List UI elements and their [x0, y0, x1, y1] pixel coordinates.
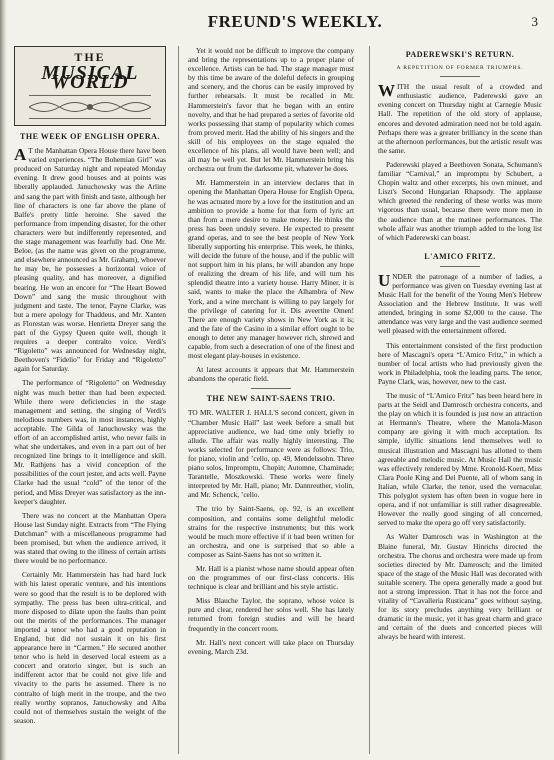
article-paragraph: As Walter Damrosch was in Washington at the Blaine funeral, Mr. Gustav Hinrichs directed the orchestra. The chorus and orchestra were made up from societies directed by Mr. Damrosch; and the limited space of the stage of the Music Hall was decorated with suitable scenery. The opera generally made a good but not a strong impression. That it has not the force and vitality of “Cavalleria Rusticana” goes without saying, for its story precludes anything very brilliant or dramatic in the music, yet it has great charm and grace and certain of the duets and concerted pieces will always be heard with interest. [378, 532, 542, 642]
logo-title: MUSICAL WORLD [41, 62, 139, 94]
article-paragraph: At latest accounts it appears that Mr. Hammerstein abandons the operatic field. [188, 365, 354, 384]
section-divider [440, 76, 480, 77]
article-paragraph: WITH the usual result of a crowded and enthusiastic audience, Paderewski gave an evening concert on Thursday night at Carnegie Music Hall. The repetition of the old story of applause, encores and devoted admiration need not be told again. Perhaps there was a greater brilliancy in the scene than at the afternoon performances, but the artistic result was the same. [378, 81, 542, 155]
drop-cap: W [378, 81, 395, 101]
section-heading: THE WEEK OF ENGLISH OPERA. [20, 132, 160, 141]
section-subheading: A REPETITION OF FORMER TRIUMPHS. [396, 65, 524, 72]
page-binding-edge [0, 0, 7, 760]
logo-ornament [29, 95, 151, 119]
logo-the: THE [74, 50, 106, 64]
masthead-title: FREUND'S WEEKLY. [207, 12, 383, 31]
article-paragraph: This entertainment consisted of the first production here of Mascagni's opera “L'Amico Fritz,” in which a number of local artists who had previously given the work in Philadelphia, took the leading parts. The tenor, Payne Clark, was, however, new to the cast. [378, 340, 542, 386]
article-paragraph: Mr. Hall's next concert will take place on Thursday evening, March 23d. [188, 637, 354, 656]
column-rule [369, 46, 370, 754]
article-paragraph: The trio by Saint-Saens, op. 92, is an excellent composition, and contains some delightful melodic strains for the respective instruments; but this work would be much more effective if it had been written for an orchestra, and one is surprised that so able a composer as Saint-Saens has not so written it. [188, 504, 354, 559]
section-heading: THE NEW SAINT-SAENS TRIO. [206, 394, 336, 404]
drop-cap: U [378, 270, 391, 290]
article-paragraph: UNDER the patronage of a number of ladies, a performance was given on Tuesday evening last at Music Hall for the benefit of the Young Men's Hebrew Association and the Hebrew Institute. It was well attended, bringing in some $2,000 to the cause. The attendance was very large and the vast audience seemed well pleased with the entertainment offered. [378, 270, 542, 336]
article-paragraph: Certainly Mr. Hammerstein has had hard luck with his latest operatic venture, and his intentions were so good that the result is to be deplored with sympathy. The press has been ultra-critical, and more disposed to dilate upon the faults than point out the merits of the performances. The manager imported a tenor who had a good reputation in England, but did not sustain it on his first appearance here in “Carmen.” He secured another tenor who is held in deserved local esteem as a concert and oratorio singer, but is such an indifferent actor that he could not give life and vivacity to the parts he assumed. There is no contralto of high merit in the troupe, and the two really worthy sopranos, Januchowsky and Alba could not of themselves sustain the weight of the season. [14, 570, 166, 725]
article-paragraph: Mr. Hall is a pianist whose name should appear often on the programmes of our first-class concerts. His technique is clear and brilliant and his style artistic. [188, 563, 354, 592]
article-paragraph: There was no concert at the Manhattan Opera House last Sunday night. Extracts from “The Flying Dutchman” with a miscellaneous programme had been promised, but when the audience arrived, it was stated that owing to the illness of certain artists there would be no performance. [14, 510, 166, 566]
page-header [0, 12, 554, 38]
article-paragraph: A T the Manhattan Opera House there have been varied experiences. “The Bohemian Girl” was produced on Saturday night and repeated Monday evening. It drew good houses and at points was liberally applauded. Januchowsky was the Arline and sang the part with finish and taste, although her line of characters is one far above the plane of Balfe's pretty little heroine. She saved the performance from impending disaster, for the other characters were but indifferently represented, and the stage management was fearfully bad. One Mr. Beloe, (as the name was given on the programme, and elsewhere announced as Mr. Graham), whoever he may be, he possesses a horizontal voice of pleasing quality, and has moreover, a dignified bearing. He won an encore for “The Heart Bowed Down” and sang the music throughout with judgment and taste. The tenor, Payne Clarke, was but a mere apology for Thaddeus, and Mr. Xanten as Florestan was worse. Henrietta Dreyer sang the part of the Gypsy Queen quite well, though it requires a deeper contralto voice. Verdi's “Rigoletto” was announced for Wednesday night, Beethoven's “Fidelio” for Friday and “Rigoletto” again for Saturday. [14, 145, 166, 374]
article-paragraph: TO MR. WALTER J. HALL'S second concert, given in “Chamber Music Hall” last week before a small but appreciative audience, we had time only briefly to allude. The affair was really highly interesting. The works selected for performance were as follows: Trio, for piano, violin and ’cello, op. 49, Mendelssohn. Three piano solos, Impromptu, Chopin; Automne, Chaminade; Tarantelle, Moszkowski. These works were finely interpreted by Mr. Hall, piano; Mr. Dannreuther, violin, and Mr. Schenck, ’cello. [188, 408, 354, 500]
drop-cap: A [14, 145, 27, 165]
page-number: 3 [531, 14, 538, 29]
column-1 [14, 46, 166, 730]
column-2 [188, 46, 354, 661]
article-paragraph: Mr. Hammerstein in an interview declares that in opening the Manhattan Opera House for English Opera, he was actuated more by a love for the institution and an ambition to provide a home for that form of lyric art than from a mere desire to make money. He thinks the press has been unduly severe. He expected to present grand operas, and to see the best people of New York liberally supporting his enterprise. This week, he thinks, will decide the future of the house, and if the public will not support him in his plans, he will abandon any hope of realizing the dream of his life, and will turn his splendid theatre into a variety house. Harry Miner, it is said, wants to make the place the Alhambra of New York, and a wine merchant is willing to pay largely for the privilege of catering for it. Dis aveertite Omen! There are enough variety shows in New York as it is; and the fate of the Casino in a similar effort ought to be enough to deter any manager however rich, shrewd and capable, from such a desecration of one of the finest and most elegant play-houses in existence. [188, 178, 354, 361]
column-rule [178, 46, 179, 754]
article-paragraph: The music of “L'Amico Fritz” has been heard here in parts at the Seidl and Damrosch orchestra concerts, and the play on which it is founded is just now an attraction at Hermann's Theatre, where the Manola-Mason company are giving it with much acceptation. Its simple, idyllic situations lend themselves well to musical illustration and Mascagni has allotted to them agreeable and melodic music. At Music Hall the music was effectively rendered by Mme. Kronold-Koert, Miss Clara Poole King and Del Puente, all of whom sang in Italian, while Clarke, the tenor, used the vernacular. This polyglot system has often been in vogue here in opera, and if not unfamiliar is still rather disagreeable. However the really good singing of all concerned, served to make the opera go off very satisfactorily. [378, 391, 542, 528]
article-paragraph: The performance of “Rigoletto” on Wednesday night was much better than had been expected. While there were deficiencies in the stage management and setting, the singing of Verdi's melodious numbers was, in most instances, highly acceptable. The Gilda of Januchowsky was the effort of an accomplished artist, who never fails in what she undertakes, and even in a part out of her recognized line brings to it intelligence and skill. Mr. Rathjens has a vivid conception of the possibilities of the court jester, and acts well. Payne Clarke had the usual “cold” of the tenor of the period, and Miss Dreyer was satisfactory as the inn-keeper's daughter. [14, 378, 166, 506]
section-divider [440, 266, 480, 267]
article-paragraph: Paderewski played a Beethoven Sonata, Schumann's familiar “Carnival,” an impromptu by Schubert, a Chopin waltz and other excerpts, his own minuet, and Liszt's Second Hungarian Rhapsody. The applause which greeted the rendering of these works was more vigorous than usual, because there were more men in the audience than at the matinee performances. The whole affair was another triumph added to the long list of which Paderewski can boast. [378, 159, 542, 242]
article-paragraph: Yet it would not be difficult to improve the company and bring the representations up to a proper plane of excellence. Artists can be had. The stage manager must by this time be aware of the doleful defects in grouping and scenery, and the chorus can be easily improved by further rehearsals. It must be recalled in Mr. Hammerstein's favor that he began with an entire novelty, and that he had prepared a series of favorite old works possessing that stamp of popularity which comes from proved merit. Had the ability of his singers and the skill of his employees on the stage equaled the excellence of his plans, all would have been well; and all may be well yet. But let Mr. Hammerstein bring his orchestra out from the darksome pit, whatever he does. [188, 46, 354, 174]
section-divider [251, 388, 291, 389]
section-heading: L'AMICO FRITZ. [424, 251, 496, 261]
musical-world-logo [14, 46, 166, 126]
column-3 [378, 46, 542, 647]
section-heading: PADEREWSKI'S RETURN. [405, 50, 515, 59]
article-paragraph: Miss Blauche Taylor, the soprano, whose voice is pure and clear, rendered her solos well. She has lately returned from foreign studies and will be heard frequently in the concert room. [188, 596, 354, 633]
